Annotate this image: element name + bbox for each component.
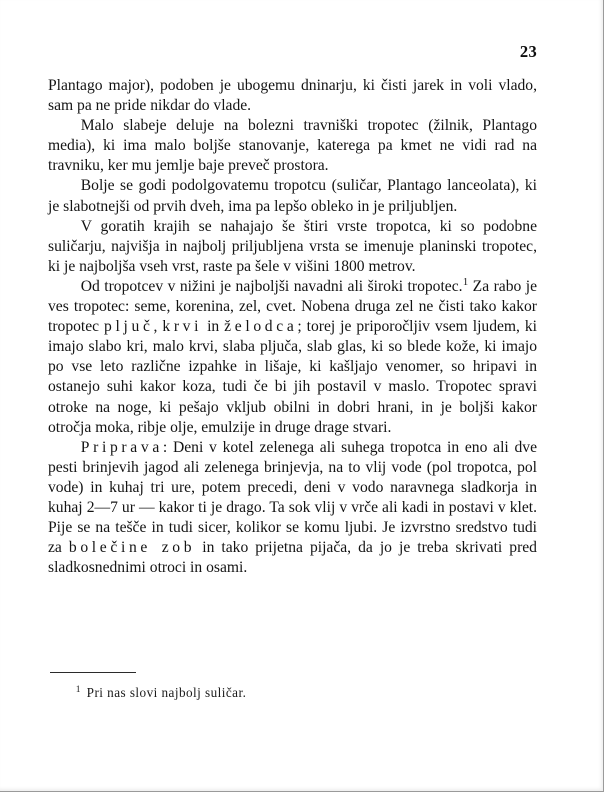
emphasis-letterspaced: bolečine zob [68,539,196,557]
para-siroki-tropotec [48,277,537,438]
page-number: 23 [519,42,537,61]
text-run: in [202,318,225,336]
para-podolgovati-tropotec [48,176,537,216]
emphasis-letterspaced: Priprava [80,438,163,456]
emphasis-letterspaced: želodca [224,318,298,336]
footnote-reference-marker[interactable]: 1 [462,276,469,288]
footnote-area [48,672,537,701]
text-run: Bolje se godi podolgovatemu tropotcu (suličar, Plantago lanceolata), ki je slabotnejši od prvih dveh, ima pa lepšo obleko in je priljubljen. [48,177,537,215]
text-run: V goratih krajih se nahajajo še štiri vrste tropotca, ki so podobne suličarju, najvišja in najbolj priljubljena vrsta se imenuje planinski tropotec, ki je najboljša vseh vrst, raste pa šele v višini 1800 metrov. [48,217,537,275]
para-plantago-major [48,76,537,116]
text-run: : Deni v kotel zelenega ali suhega tropotca in eno ali dve pesti brinjevih jagod ali zelenega brinjevja, na to vlij vode (pol tropotca, pol vode) in kuhaj tri ure, potem precedi, deni v vodo naravnega sladkorja in kuhaj 2—7 ur — kakor ti je drago. Ta sok vlij v vrče ali kadi in postavi v klet. Pije se na tešče in tudi sicer, kolikor se komu ljubi. Je izvrstno sredstvo tudi za [48,438,537,557]
text-run: in tako prijetna pijača, da jo je treba skrivati pred sladkosnednimi otroci in osami. [48,539,537,577]
para-priprava [48,438,537,579]
text-run: Plantago major), podoben je ubogemu dninarju, ki čisti jarek in voli vlado, sam pa ne pride nikdar do vlade. [48,77,537,115]
footnote-1 [48,684,537,701]
text-run: Za rabo je ves tropotec: seme, korenina, zel, cvet. Nobena druga zel ne čisti tako kakor tropotec [48,277,537,336]
footnote-list [48,684,537,701]
body-text-block [48,76,537,578]
emphasis-letterspaced: pljuč [104,318,154,336]
footnote-separator-rule [50,672,136,673]
text-run: , [153,318,163,336]
text-run: ; torej je priporočljiv vsem ljudem, ki imajo slabo kri, malo krvi, slaba pljuča, slab glas, ki so blede kože, ki imajo po vse leto različne izpahke in lišaje, ki kašljajo venomer, so hripavi in ostanejo suhi kakor koza, tudi če bi jih postavil v maslo. Tropotec spravi otroke na noge, ki pešajo vkljub obilni in dobri hrani, in je boljši kakor otročja moka, ribje olje, emulzije in druge drage stvari. [48,318,537,436]
para-travniski-tropotec [48,116,537,176]
text-run: Malo slabeje deluje na bolezni travniški tropotec (žilnik, Plantago media), ki ima malo boljše stanovanje, katerega pa kmet ne vidi rad na travniku, ker mu jemlje baje preveč prostora. [48,117,537,175]
footnote-marker: 1 [75,684,81,695]
emphasis-letterspaced: krvi [162,318,203,336]
text-run: Od tropotcev v nižini je najboljši navadni ali široki tropotec. [80,277,463,295]
footnote-text: Pri nas slovi najbolj suličar. [86,685,247,700]
para-goratih-krajih [48,217,537,277]
